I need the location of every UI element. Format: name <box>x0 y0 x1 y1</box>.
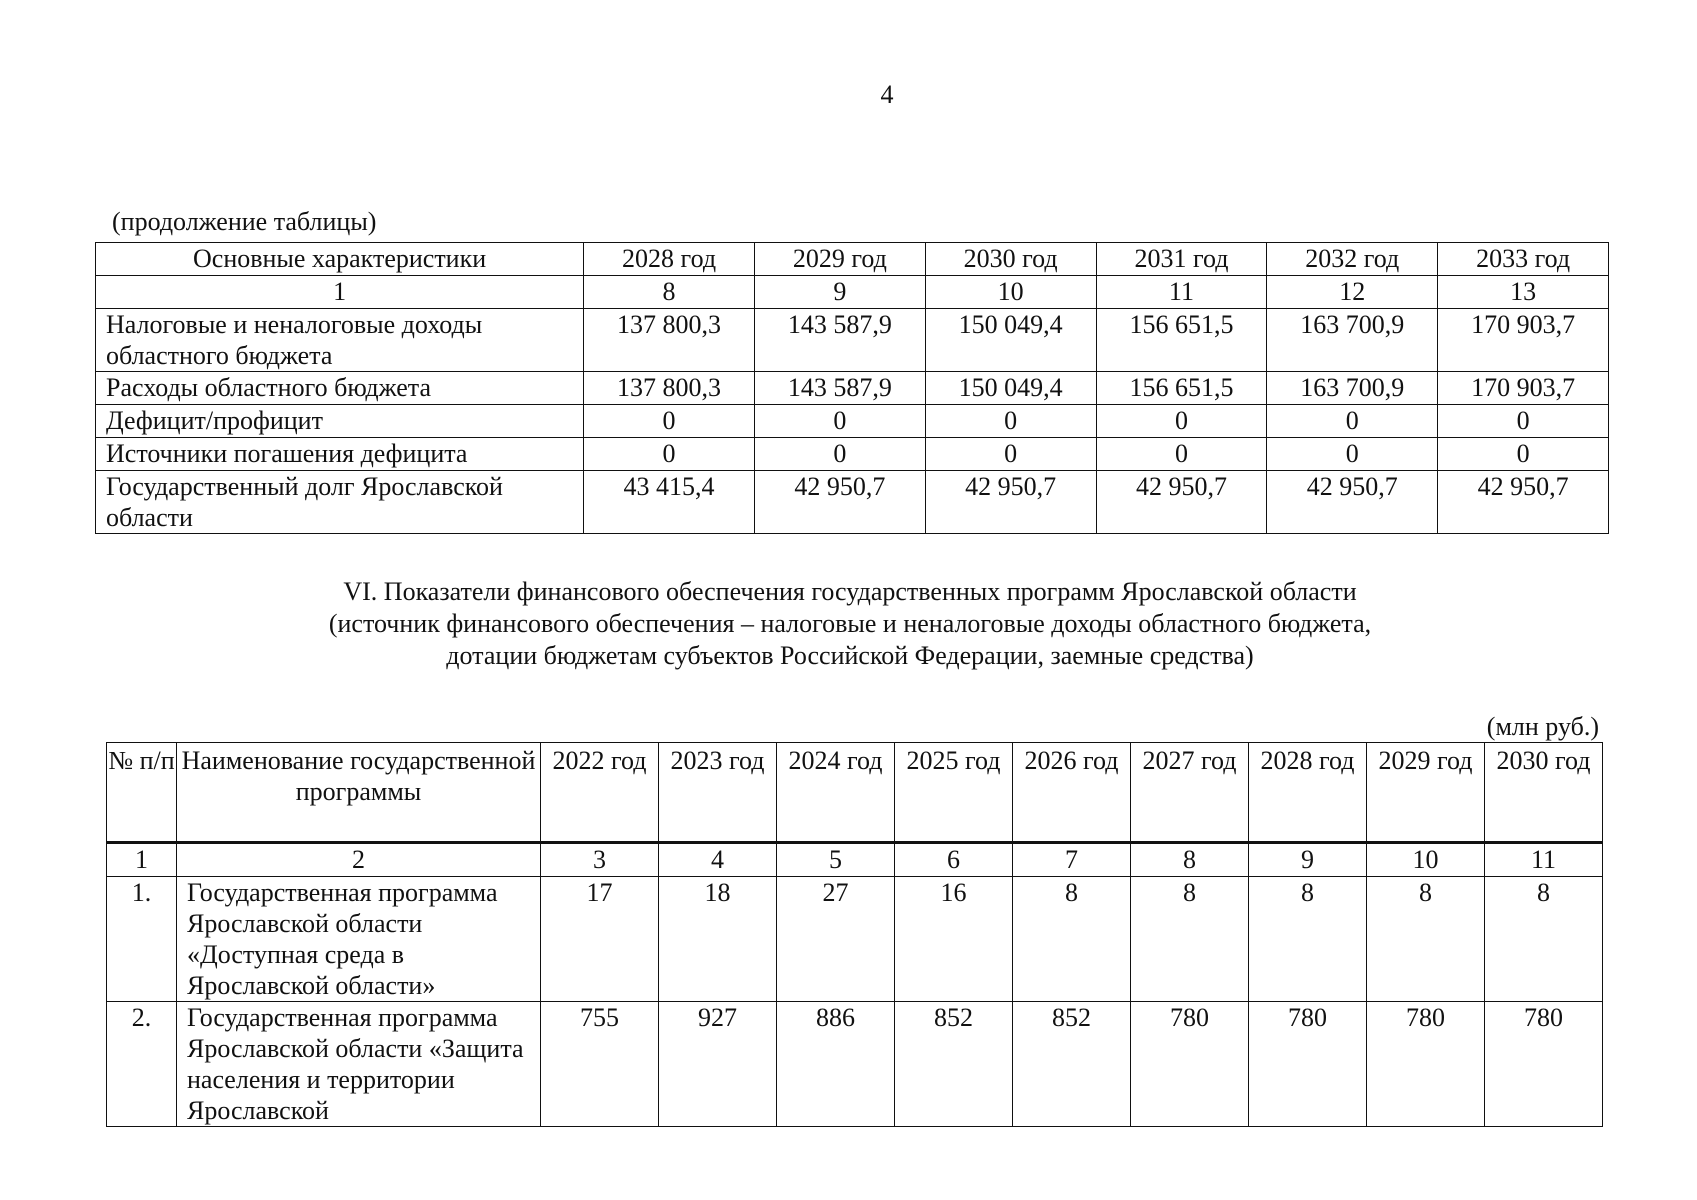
row-number: 1. <box>107 877 177 1002</box>
table-cell: 780 <box>1367 1002 1485 1127</box>
section-heading-line: (источник финансового обеспечения – налоговые и неналоговые доходы областного бюджета, <box>328 609 1372 638</box>
header-cell: 2030 год <box>1485 743 1603 843</box>
table-header-row <box>107 743 1603 843</box>
column-number: 8 <box>584 276 755 309</box>
column-number: 7 <box>1013 843 1131 877</box>
table-cell: 8 <box>1367 877 1485 1002</box>
column-number: 10 <box>1367 843 1485 877</box>
page-number: 4 <box>880 80 894 109</box>
header-cell: 2027 год <box>1131 743 1249 843</box>
table-cell: 0 <box>584 405 755 438</box>
table-cell: 780 <box>1249 1002 1367 1127</box>
header-cell: 2026 год <box>1013 743 1131 843</box>
table-cell: 780 <box>1485 1002 1603 1127</box>
table-cell: 886 <box>777 1002 895 1127</box>
table-cell: 0 <box>925 405 1096 438</box>
header-cell: 2028 год <box>1249 743 1367 843</box>
table-cell: 143 587,9 <box>754 309 925 372</box>
table-cell: 42 950,7 <box>925 471 1096 534</box>
table-cell: 8 <box>1485 877 1603 1002</box>
continuation-label: (продолжение таблицы) <box>112 207 377 236</box>
header-cell: 2025 год <box>895 743 1013 843</box>
table-cell: 755 <box>541 1002 659 1127</box>
header-cell: 2032 год <box>1267 243 1438 276</box>
column-number-row <box>96 276 1609 309</box>
column-number: 4 <box>659 843 777 877</box>
header-cell: 2029 год <box>754 243 925 276</box>
column-number: 11 <box>1096 276 1267 309</box>
header-cell: № п/п <box>107 743 177 843</box>
row-label: Расходы областного бюджета <box>96 372 584 405</box>
column-number: 1 <box>107 843 177 877</box>
table-cell: 143 587,9 <box>754 372 925 405</box>
section-heading <box>60 576 1640 672</box>
column-number: 9 <box>1249 843 1367 877</box>
units-label: (млн руб.) <box>1486 712 1599 741</box>
table-cell: 852 <box>1013 1002 1131 1127</box>
column-number: 13 <box>1438 276 1609 309</box>
table-cell: 8 <box>1249 877 1367 1002</box>
table-header-row <box>96 243 1609 276</box>
table-row <box>96 372 1609 405</box>
header-cell: 2033 год <box>1438 243 1609 276</box>
section-heading-line: дотации бюджетам субъектов Российской Федерации, заемные средства) <box>446 641 1254 670</box>
table-cell: 0 <box>754 405 925 438</box>
column-number: 11 <box>1485 843 1603 877</box>
header-cell: 2029 год <box>1367 743 1485 843</box>
table-cell: 43 415,4 <box>584 471 755 534</box>
table-cell: 8 <box>1131 877 1249 1002</box>
table-cell: 927 <box>659 1002 777 1127</box>
column-number: 1 <box>96 276 584 309</box>
budget-characteristics-table <box>95 242 1609 534</box>
table-cell: 42 950,7 <box>1267 471 1438 534</box>
table-cell: 0 <box>1438 405 1609 438</box>
column-number: 10 <box>925 276 1096 309</box>
header-cell: Основные характеристики <box>96 243 584 276</box>
table-cell: 18 <box>659 877 777 1002</box>
table-cell: 137 800,3 <box>584 372 755 405</box>
column-number: 9 <box>754 276 925 309</box>
table-row <box>96 405 1609 438</box>
column-number: 3 <box>541 843 659 877</box>
header-cell: 2022 год <box>541 743 659 843</box>
table-cell: 780 <box>1131 1002 1249 1127</box>
table-cell: 170 903,7 <box>1438 372 1609 405</box>
table-cell: 156 651,5 <box>1096 309 1267 372</box>
column-number: 6 <box>895 843 1013 877</box>
table-cell: 163 700,9 <box>1267 372 1438 405</box>
table-cell: 0 <box>925 438 1096 471</box>
table-cell: 27 <box>777 877 895 1002</box>
column-number: 2 <box>177 843 541 877</box>
header-cell: 2030 год <box>925 243 1096 276</box>
header-cell: 2024 год <box>777 743 895 843</box>
column-number: 12 <box>1267 276 1438 309</box>
table-cell: 163 700,9 <box>1267 309 1438 372</box>
table-row <box>96 309 1609 372</box>
header-cell: Наименование государственной программы <box>177 743 541 843</box>
table-cell: 852 <box>895 1002 1013 1127</box>
table-row <box>96 438 1609 471</box>
section-heading-line: VI. Показатели финансового обеспечения государственных программ Ярославской области <box>343 577 1357 606</box>
program-name: Государственная программа Ярославской области «Защита населения и территории Ярославской <box>177 1002 541 1127</box>
row-label: Государственный долг Ярославской области <box>96 471 584 534</box>
table-cell: 0 <box>754 438 925 471</box>
header-cell: 2031 год <box>1096 243 1267 276</box>
program-financing-table <box>106 742 1603 1127</box>
header-cell: 2023 год <box>659 743 777 843</box>
table-cell: 0 <box>1267 405 1438 438</box>
table-cell: 0 <box>584 438 755 471</box>
table-cell: 170 903,7 <box>1438 309 1609 372</box>
table-cell: 17 <box>541 877 659 1002</box>
column-number: 8 <box>1131 843 1249 877</box>
table-cell: 8 <box>1013 877 1131 1002</box>
table-row <box>107 1002 1603 1127</box>
table-cell: 16 <box>895 877 1013 1002</box>
table-cell: 150 049,4 <box>925 372 1096 405</box>
table-row <box>96 471 1609 534</box>
column-number-row <box>107 843 1603 877</box>
table-row <box>107 877 1603 1002</box>
table-cell: 42 950,7 <box>1096 471 1267 534</box>
table-cell: 42 950,7 <box>1438 471 1609 534</box>
table-cell: 0 <box>1096 405 1267 438</box>
program-name: Государственная программа Ярославской области «Доступная среда в Ярославской области» <box>177 877 541 1002</box>
row-number: 2. <box>107 1002 177 1127</box>
table-cell: 150 049,4 <box>925 309 1096 372</box>
row-label: Дефицит/профицит <box>96 405 584 438</box>
header-cell: 2028 год <box>584 243 755 276</box>
table-cell: 156 651,5 <box>1096 372 1267 405</box>
column-number: 5 <box>777 843 895 877</box>
table-cell: 42 950,7 <box>754 471 925 534</box>
table-cell: 0 <box>1438 438 1609 471</box>
row-label: Налоговые и неналоговые доходы областного бюджета <box>96 309 584 372</box>
table-cell: 137 800,3 <box>584 309 755 372</box>
table-cell: 0 <box>1267 438 1438 471</box>
table-cell: 0 <box>1096 438 1267 471</box>
row-label: Источники погашения дефицита <box>96 438 584 471</box>
